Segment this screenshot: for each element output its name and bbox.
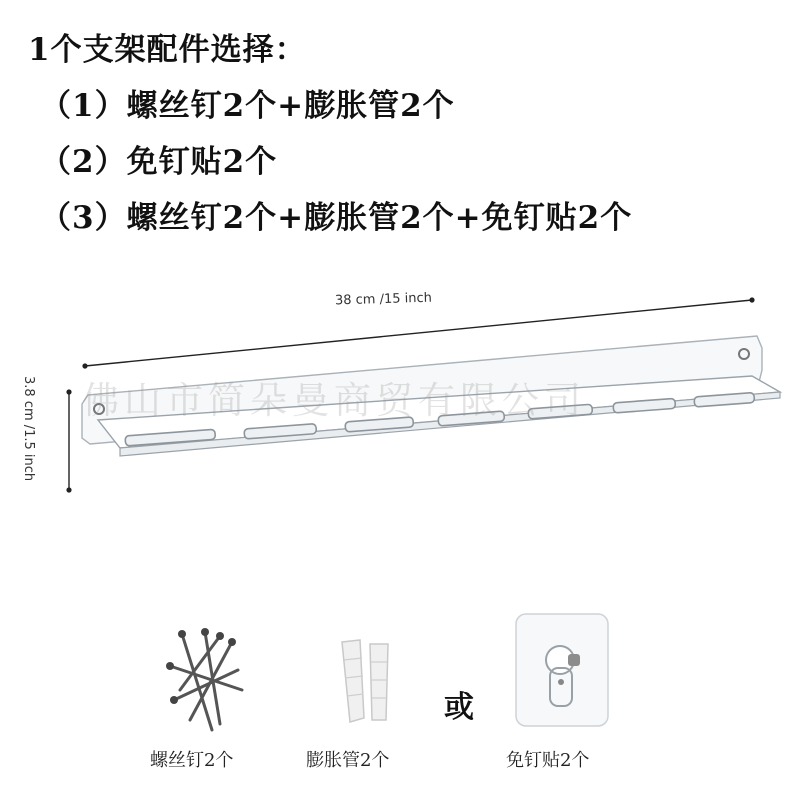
screws-item [150, 620, 260, 740]
product-illustration [0, 270, 800, 530]
adhesive-label: 免钉贴2个 [506, 750, 590, 771]
screws-label: 螺丝钉2个 [150, 750, 234, 771]
width-dimension-label: 38 cm /15 inch [334, 290, 433, 309]
accessories-section [0, 600, 800, 800]
adhesive-hook-icon [512, 610, 612, 730]
anchors-item [320, 630, 410, 730]
anchors-label: 膨胀管2个 [306, 750, 390, 771]
or-text: 或 [444, 690, 474, 725]
option-3: （3）螺丝钉2个+膨胀管2个+免钉贴2个 [40, 200, 633, 236]
screws-icon [150, 620, 260, 740]
watermark: 佛山市简朵曼商贸有限公司 [82, 379, 586, 422]
accessory-options [28, 30, 632, 238]
height-dimension-label: 3.8 cm /1.5 inch [21, 376, 36, 482]
option-1: （1）螺丝钉2个+膨胀管2个 [40, 88, 455, 124]
option-2: （2）免钉贴2个 [40, 144, 278, 180]
adhesive-hook-item [512, 610, 612, 730]
options-title: 1个支架配件选择： [28, 32, 307, 68]
anchor-icon [320, 630, 410, 730]
